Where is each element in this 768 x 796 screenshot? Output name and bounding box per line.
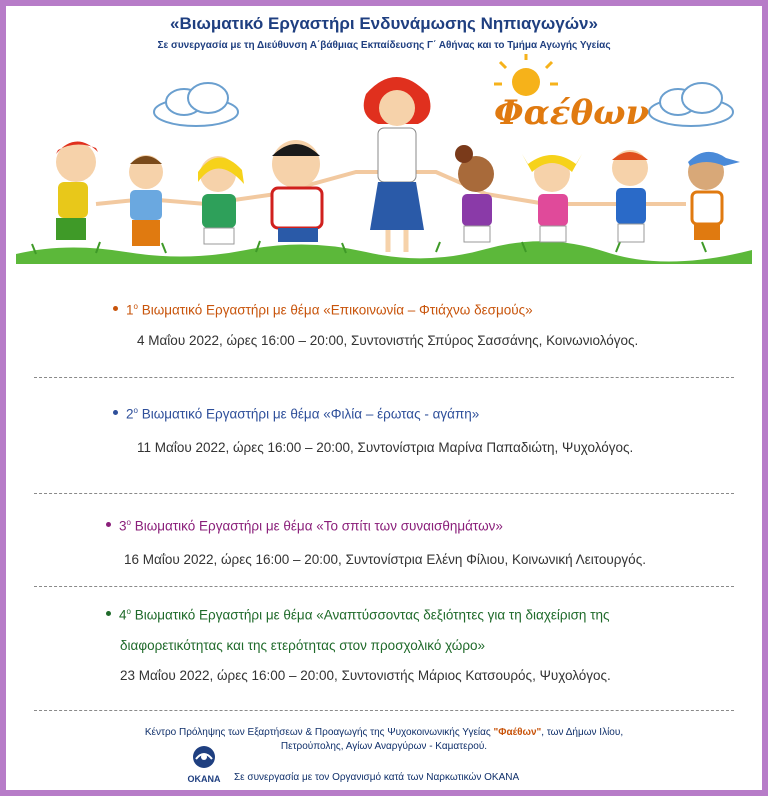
- divider: [34, 710, 734, 711]
- child-figure-4: [272, 140, 322, 242]
- workshop-3-title: $3^o$ Βιωματικό Εργαστήρι με θέμα «Το σπίτι των συναισθημάτων»: [106, 518, 503, 534]
- poster-subtitle: Σε συνεργασία με τη Διεύθυνση Α΄βάθμιας Εκπαίδευσης Γ΄ Αθήνας και το Τμήμα Αγωγής Υγείας: [157, 40, 611, 51]
- divider: [34, 493, 734, 494]
- children-illustration: [6, 54, 762, 264]
- poster-title: «Βιωματικό Εργαστήρι Ενδυνάμωσης Νηπιαγωγών»: [170, 14, 598, 33]
- okana-logo-icon: [190, 745, 218, 769]
- bullet-icon: [106, 522, 111, 527]
- teacher-figure: [364, 77, 431, 252]
- cloud-left-icon: [154, 83, 238, 126]
- okana-cooperation-text: Σε συνεργασία με τον Οργανισμό κατά των Ναρκωτικών OKANA: [234, 772, 520, 783]
- footer-line-2: Πετρούπολης, Αγίων Αναργύρων - Καματερού.: [280, 741, 488, 752]
- child-figure-7: [612, 150, 648, 242]
- bullet-icon: [113, 410, 118, 415]
- cloud-right-icon: [649, 83, 733, 126]
- workshop-4-detail: 23 Μαΐου 2022, ώρες 16:00 – 20:00, Συντονιστής Μάριος Κατσουρός, Ψυχολόγος.: [120, 668, 611, 683]
- divider: [34, 586, 734, 587]
- workshop-4-title-cont: διαφορετικότητας και της ετερότητας στον προσχολικό χώρο»: [120, 638, 486, 653]
- divider: [34, 377, 734, 378]
- workshop-2-detail: 11 Μαΐου 2022, ώρες 16:00 – 20:00, Συντονίστρια Μαρίνα Παπαδιώτη, Ψυχολόγος.: [137, 440, 634, 455]
- workshop-4-title: $4^o$ Βιωματικό Εργαστήρι με θέμα «Αναπτύσσοντας δεξιότητες για τη διαχείριση της: [106, 607, 610, 623]
- workshop-1-title: $1^o$ Βιωματικό Εργαστήρι με θέμα «Επικοινωνία – Φτιάχνω δεσμούς»: [113, 302, 533, 318]
- footer-line-1: Κέντρο Πρόληψης των Εξαρτήσεων & Προαγωγής της Ψυχοκοινωνικής Υγείας "Φαέθων", των Δήμων Ιλίου,: [144, 727, 624, 738]
- sun-icon: [494, 54, 558, 96]
- child-figure-8: [688, 152, 740, 240]
- workshop-1-detail: 4 Μαΐου 2022, ώρες 16:00 – 20:00, Συντονιστής Σπύρος Σασσάνης, Κοινωνιολόγος.: [137, 333, 639, 348]
- workshop-3-detail: 16 Μαΐου 2022, ώρες 16:00 – 20:00, Συντονίστρια Ελένη Φίλιου, Κοινωνική Λειτουργός.: [124, 552, 646, 567]
- workshop-2-title: $2^o$ Βιωματικό Εργαστήρι με θέμα «Φιλία – έρωτας - αγάπη»: [113, 406, 479, 422]
- child-figure-1: [56, 141, 98, 240]
- okana-logo: [184, 745, 224, 784]
- bullet-icon: [113, 306, 118, 311]
- child-figure-6: [522, 154, 582, 242]
- child-figure-2: [129, 155, 163, 246]
- okana-label: OKANA: [187, 774, 221, 784]
- bullet-icon: [106, 611, 111, 616]
- phaethon-logo-text: Φαέθων: [494, 93, 650, 133]
